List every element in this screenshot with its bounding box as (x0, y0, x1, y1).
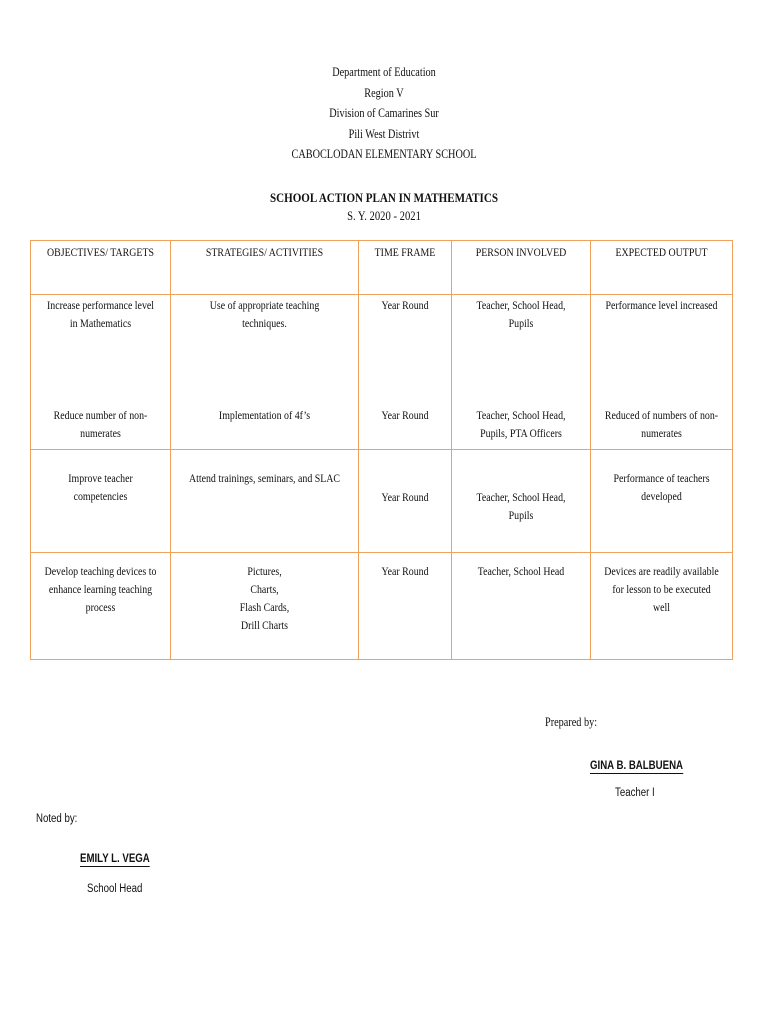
objective-cell: Develop teaching devices to enhance learning teaching process (31, 553, 171, 660)
noter-block (80, 853, 150, 865)
strategy-line: Drill Charts (241, 620, 288, 632)
preparer-position: Teacher I (615, 787, 655, 799)
column-header: STRATEGIES/ ACTIVITIES (171, 241, 359, 295)
expected-output-cell: Performance level increased Reduced of numbers of non-numerates (591, 295, 733, 450)
person-involved-cell: Teacher, School Head, Pupils (452, 450, 591, 553)
time-frame-cell: Year Round (359, 553, 452, 660)
person-involved-cell: Teacher, School Head, Pupils Teacher, School Head, Pupils, PTA Officers (452, 295, 591, 450)
preparer-block (590, 760, 683, 772)
region-line: Region V (364, 85, 404, 100)
person-involved-cell: Teacher, School Head (452, 553, 591, 660)
time-frame-cell: Year Round Year Round (359, 295, 452, 450)
expected-output-cell: Devices are readily available for lesson to be executed well (591, 553, 733, 660)
column-header: TIME FRAME (359, 241, 452, 295)
table-header-row (31, 241, 733, 295)
district-line: Pili West Distrivt (348, 126, 420, 141)
noter-name: EMILY L. VEGA (80, 853, 150, 865)
objective-cell: Improve teacher competencies (31, 450, 171, 553)
noter-position: School Head (87, 883, 143, 895)
prepared-by-label: Prepared by: (545, 715, 598, 729)
table-row (31, 450, 733, 553)
time-frame-cell: Year Round (359, 450, 452, 553)
strategy-cell: Attend trainings, seminars, and SLAC (171, 450, 359, 553)
school-year: S. Y. 2020 - 2021 (347, 209, 421, 223)
strategy-cell: Use of appropriate teaching techniques. Implementation of 4f’s (171, 295, 359, 450)
strategy-line: Pictures, (247, 566, 282, 578)
column-header: PERSON INVOLVED (452, 241, 591, 295)
school-name: CABOCLODAN ELEMENTARY SCHOOL (291, 147, 477, 161)
document-header (0, 62, 768, 165)
document-title (0, 189, 768, 226)
objective-cell: Increase performance level in Mathematics Reduce number of non-numerates (31, 295, 171, 450)
plan-title: SCHOOL ACTION PLAN IN MATHEMATICS (269, 190, 498, 205)
column-header: EXPECTED OUTPUT (591, 241, 733, 295)
noted-by-label: Noted by: (36, 813, 78, 825)
expected-output-cell: Performance of teachers developed (591, 450, 733, 553)
division-line: Division of Camarines Sur (329, 106, 439, 120)
action-plan-table (30, 240, 733, 660)
department-line: Department of Education (332, 65, 436, 79)
table-row (31, 553, 733, 660)
strategy-line: Charts, (250, 584, 279, 596)
strategy-cell (171, 553, 359, 660)
table-row (31, 295, 733, 450)
strategy-line: Flash Cards, (239, 602, 290, 614)
column-header: OBJECTIVES/ TARGETS (31, 241, 171, 295)
preparer-name: GINA B. BALBUENA (590, 760, 684, 772)
